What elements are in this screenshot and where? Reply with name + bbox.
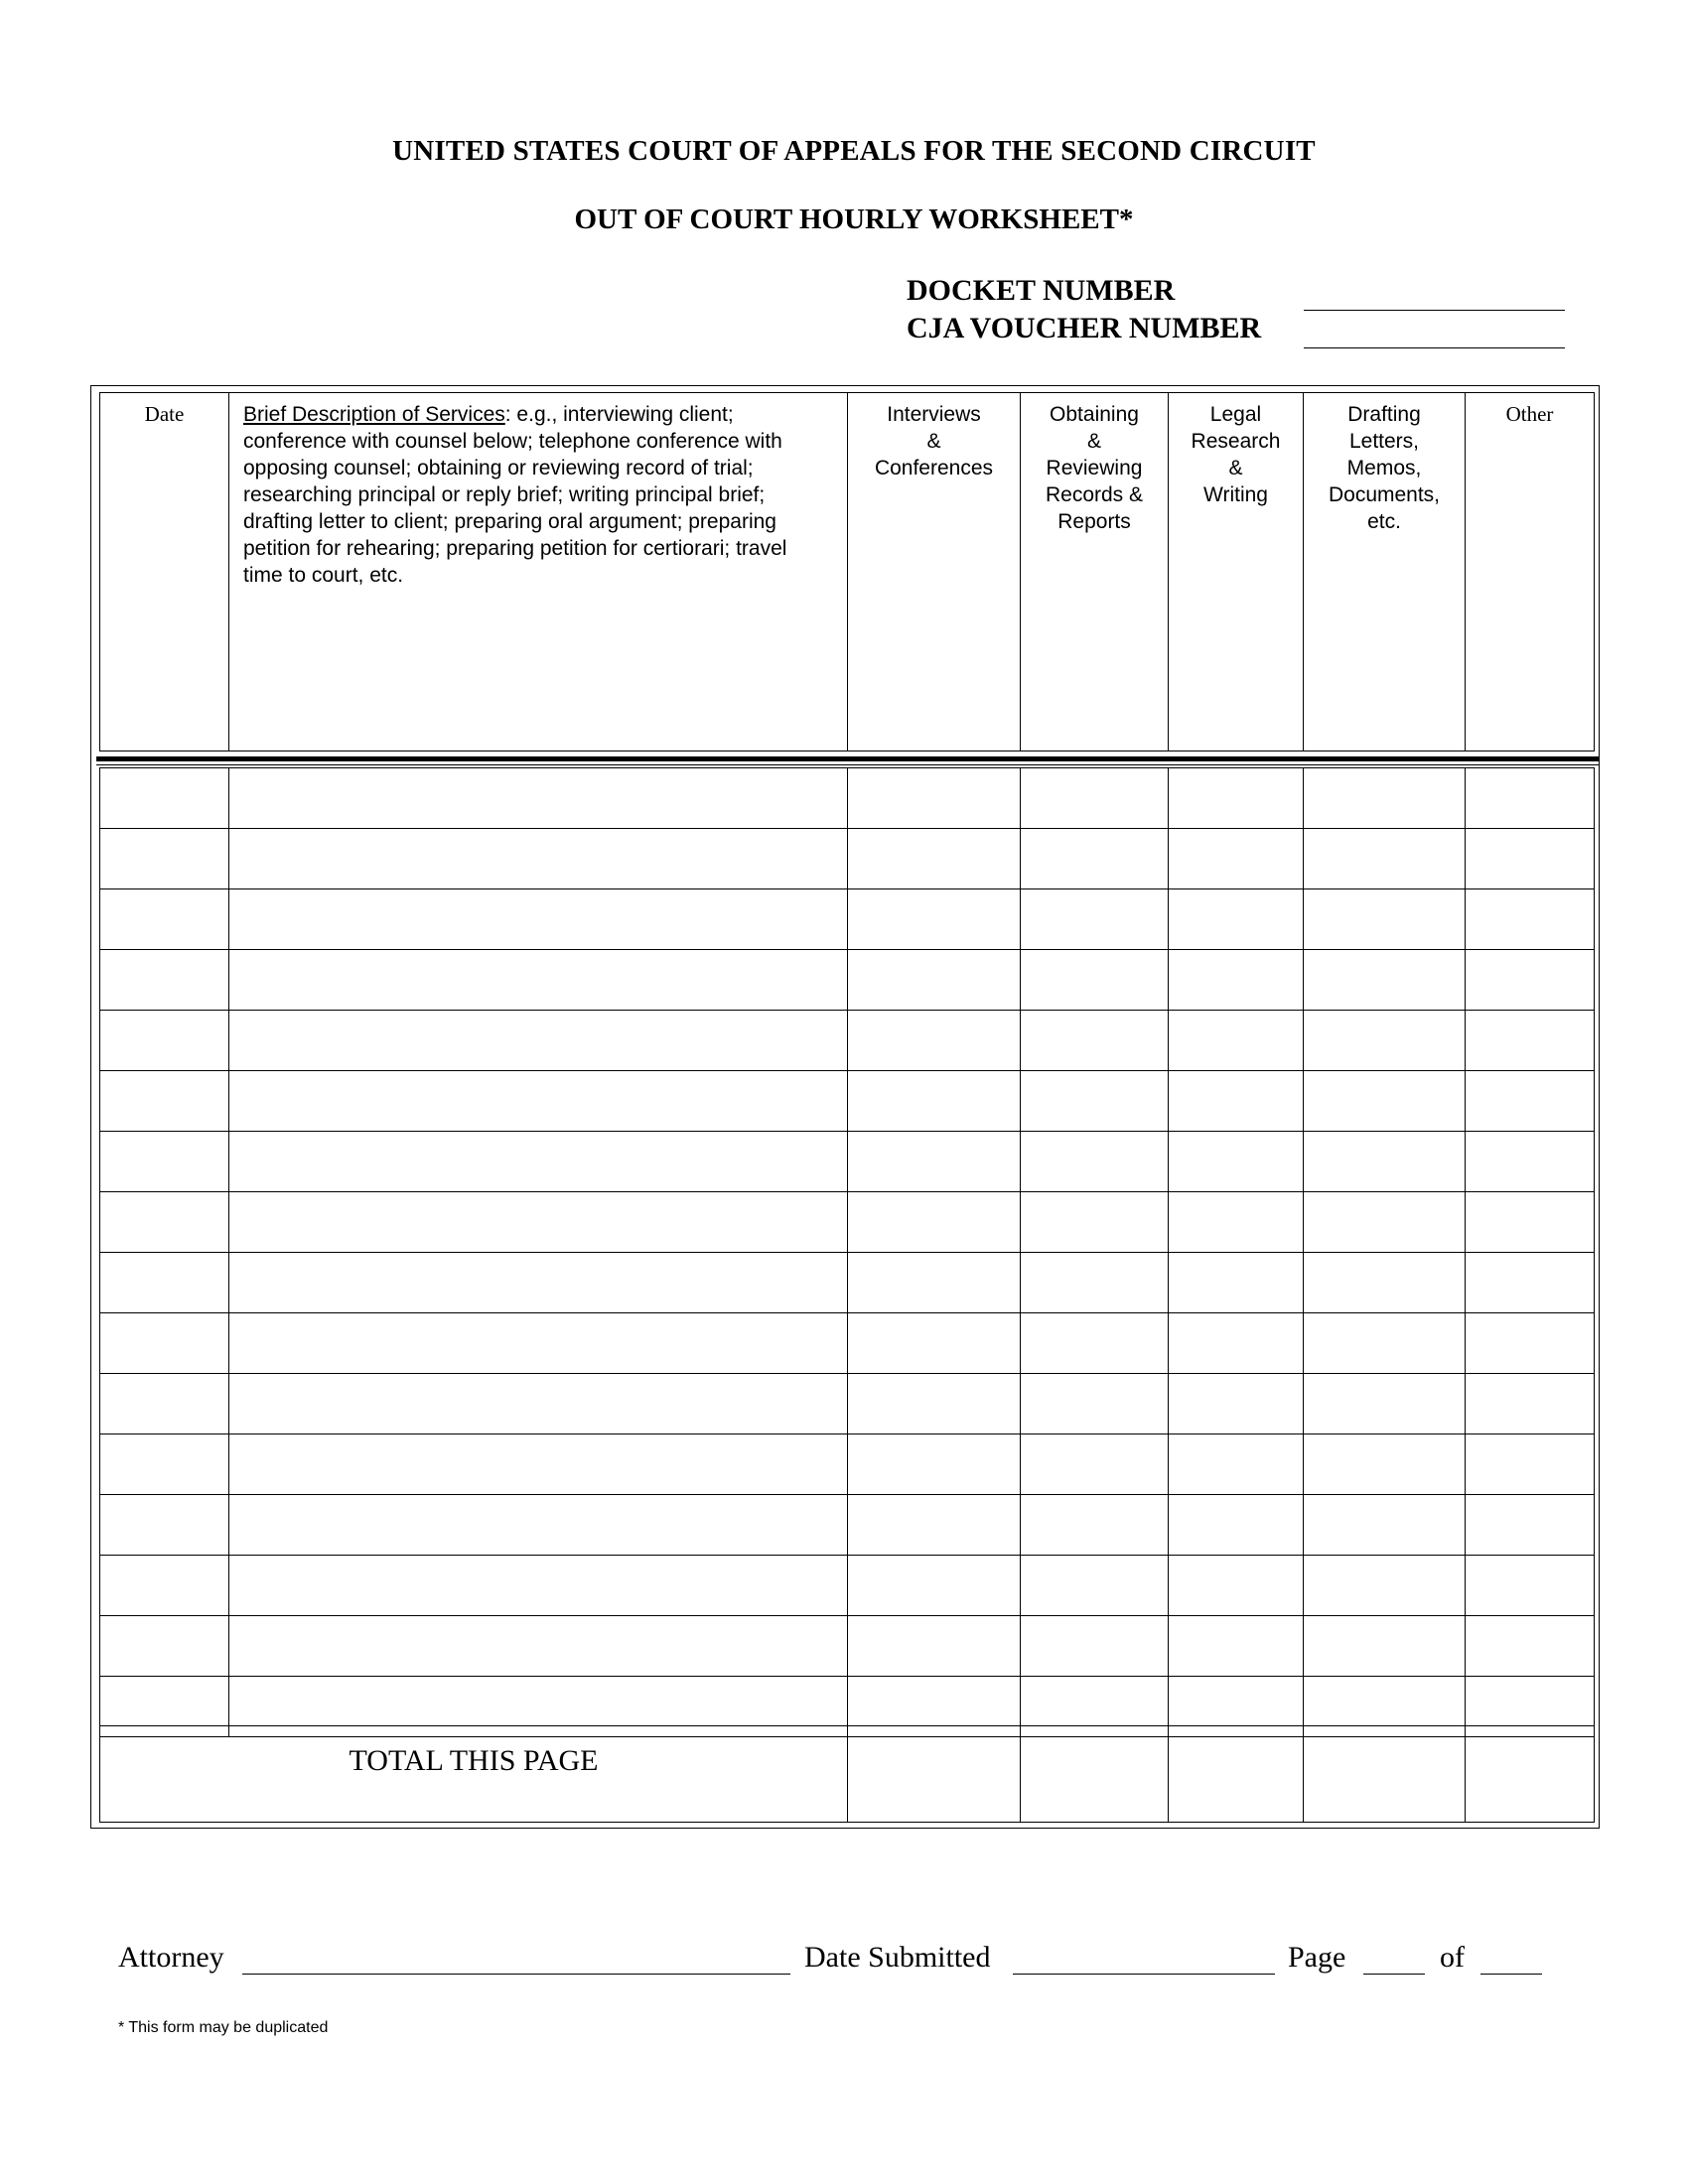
legal-cell[interactable] bbox=[1169, 1434, 1304, 1495]
other-cell[interactable] bbox=[1466, 889, 1595, 950]
column-header-description bbox=[229, 393, 848, 751]
legal-cell[interactable] bbox=[1169, 1313, 1304, 1374]
interviews-cell[interactable] bbox=[848, 1434, 1021, 1495]
legal-cell[interactable] bbox=[1169, 950, 1304, 1011]
description-cell[interactable] bbox=[229, 1313, 848, 1374]
table-row bbox=[100, 1495, 1595, 1556]
description-cell[interactable] bbox=[229, 889, 848, 950]
date-cell[interactable] bbox=[100, 1253, 229, 1313]
attorney-field[interactable] bbox=[242, 1974, 790, 1975]
table-row bbox=[100, 1132, 1595, 1192]
obtaining-cell[interactable] bbox=[1021, 950, 1169, 1011]
table-row bbox=[100, 1071, 1595, 1132]
header-line: Writing bbox=[1203, 483, 1268, 506]
date-submitted-field[interactable] bbox=[1013, 1974, 1275, 1975]
date-cell[interactable] bbox=[100, 1192, 229, 1253]
header-line: & bbox=[1228, 457, 1243, 479]
total-table bbox=[99, 1725, 1595, 1823]
date-cell[interactable] bbox=[100, 1616, 229, 1677]
interviews-cell[interactable] bbox=[848, 1253, 1021, 1313]
drafting-cell[interactable] bbox=[1304, 1313, 1466, 1374]
total-interviews-cell[interactable] bbox=[848, 1726, 1021, 1823]
interviews-cell[interactable] bbox=[848, 889, 1021, 950]
table-row bbox=[100, 1556, 1595, 1616]
page-label: Page bbox=[1288, 1941, 1346, 1974]
other-cell[interactable] bbox=[1466, 1132, 1595, 1192]
drafting-cell[interactable] bbox=[1304, 768, 1466, 829]
other-cell[interactable] bbox=[1466, 1253, 1595, 1313]
total-legal-cell[interactable] bbox=[1169, 1726, 1304, 1823]
obtaining-cell[interactable] bbox=[1021, 829, 1169, 889]
interviews-cell[interactable] bbox=[848, 1011, 1021, 1071]
description-cell[interactable] bbox=[229, 1071, 848, 1132]
interviews-cell[interactable] bbox=[848, 768, 1021, 829]
form-title: OUT OF COURT HOURLY WORKSHEET* bbox=[574, 204, 1134, 235]
date-cell[interactable] bbox=[100, 950, 229, 1011]
table-row bbox=[100, 1313, 1595, 1374]
description-cell[interactable] bbox=[229, 1011, 848, 1071]
date-cell[interactable] bbox=[100, 1071, 229, 1132]
drafting-cell[interactable] bbox=[1304, 950, 1466, 1011]
legal-cell[interactable] bbox=[1169, 1192, 1304, 1253]
obtaining-cell[interactable] bbox=[1021, 1374, 1169, 1434]
drafting-cell[interactable] bbox=[1304, 1434, 1466, 1495]
date-cell[interactable] bbox=[100, 829, 229, 889]
header-line: & bbox=[1086, 430, 1101, 453]
legal-cell[interactable] bbox=[1169, 1495, 1304, 1556]
legal-cell[interactable] bbox=[1169, 1071, 1304, 1132]
date-cell[interactable] bbox=[100, 1374, 229, 1434]
obtaining-cell[interactable] bbox=[1021, 1192, 1169, 1253]
description-text: : e.g., interviewing client; conference with counsel below; telephone conference with opposing counsel; obtaining or reviewing record of trial; researching principal or reply brief; writing principal brief; drafting letter to client; preparing oral argument; preparing petition for rehearing; preparing petition for certiorari; travel time to court, etc. bbox=[243, 403, 787, 587]
of-label: of bbox=[1440, 1941, 1465, 1974]
description-cell[interactable] bbox=[229, 1192, 848, 1253]
obtaining-cell[interactable] bbox=[1021, 1313, 1169, 1374]
legal-cell[interactable] bbox=[1169, 1616, 1304, 1677]
docket-number-label: DOCKET NUMBER bbox=[907, 274, 1176, 307]
table-row bbox=[100, 829, 1595, 889]
drafting-cell[interactable] bbox=[1304, 1495, 1466, 1556]
obtaining-cell[interactable] bbox=[1021, 1495, 1169, 1556]
voucher-number-label: CJA VOUCHER NUMBER bbox=[907, 312, 1262, 344]
obtaining-cell[interactable] bbox=[1021, 1434, 1169, 1495]
date-submitted-label: Date Submitted bbox=[804, 1941, 991, 1974]
total-other-cell[interactable] bbox=[1466, 1726, 1595, 1823]
header-line: Records & bbox=[1045, 483, 1144, 506]
description-cell[interactable] bbox=[229, 1132, 848, 1192]
legal-cell[interactable] bbox=[1169, 889, 1304, 950]
column-header-obtaining bbox=[1021, 393, 1169, 751]
legal-cell[interactable] bbox=[1169, 829, 1304, 889]
interviews-cell[interactable] bbox=[848, 1071, 1021, 1132]
other-cell[interactable] bbox=[1466, 1374, 1595, 1434]
obtaining-cell[interactable] bbox=[1021, 1132, 1169, 1192]
obtaining-cell[interactable] bbox=[1021, 1556, 1169, 1616]
interviews-cell[interactable] bbox=[848, 1556, 1021, 1616]
table-row bbox=[100, 1253, 1595, 1313]
date-cell[interactable] bbox=[100, 1011, 229, 1071]
header-line: Documents, bbox=[1328, 483, 1441, 506]
legal-cell[interactable] bbox=[1169, 1132, 1304, 1192]
legal-cell[interactable] bbox=[1169, 1556, 1304, 1616]
date-cell[interactable] bbox=[100, 1495, 229, 1556]
other-cell[interactable] bbox=[1466, 829, 1595, 889]
description-cell[interactable] bbox=[229, 1253, 848, 1313]
header-line: Interviews bbox=[887, 403, 981, 426]
obtaining-cell[interactable] bbox=[1021, 1071, 1169, 1132]
header-line: Memos, bbox=[1346, 457, 1422, 479]
date-cell[interactable] bbox=[100, 1434, 229, 1495]
column-header-table bbox=[99, 392, 1595, 751]
interviews-cell[interactable] bbox=[848, 1616, 1021, 1677]
date-cell[interactable] bbox=[100, 889, 229, 950]
header-line: Conferences bbox=[874, 457, 994, 479]
table-row bbox=[100, 768, 1595, 829]
obtaining-cell[interactable] bbox=[1021, 1616, 1169, 1677]
interviews-cell[interactable] bbox=[848, 1192, 1021, 1253]
header-line: Reports bbox=[1057, 510, 1131, 533]
other-cell[interactable] bbox=[1466, 1313, 1595, 1374]
description-title: Brief Description of Services bbox=[243, 403, 505, 426]
drafting-cell[interactable] bbox=[1304, 829, 1466, 889]
date-cell[interactable] bbox=[100, 1132, 229, 1192]
drafting-cell[interactable] bbox=[1304, 1192, 1466, 1253]
description-cell[interactable] bbox=[229, 768, 848, 829]
page-number-field[interactable] bbox=[1363, 1974, 1425, 1975]
legal-cell[interactable] bbox=[1169, 1374, 1304, 1434]
column-header-interviews bbox=[848, 393, 1021, 751]
drafting-cell[interactable] bbox=[1304, 1132, 1466, 1192]
column-header-other: Other bbox=[1466, 393, 1595, 751]
interviews-cell[interactable] bbox=[848, 1495, 1021, 1556]
total-drafting-cell[interactable] bbox=[1304, 1726, 1466, 1823]
interviews-cell[interactable] bbox=[848, 829, 1021, 889]
column-header-drafting bbox=[1304, 393, 1466, 751]
other-cell[interactable] bbox=[1466, 950, 1595, 1011]
header-line: Reviewing bbox=[1046, 457, 1143, 479]
header-separator-thin bbox=[96, 764, 1599, 765]
header-separator-thick bbox=[96, 756, 1599, 761]
page-total-field[interactable] bbox=[1480, 1974, 1542, 1975]
other-cell[interactable] bbox=[1466, 768, 1595, 829]
other-cell[interactable] bbox=[1466, 1071, 1595, 1132]
other-cell[interactable] bbox=[1466, 1556, 1595, 1616]
description-cell[interactable] bbox=[229, 1495, 848, 1556]
footnote: * This form may be duplicated bbox=[118, 2019, 329, 2036]
date-cell[interactable] bbox=[100, 768, 229, 829]
other-cell[interactable] bbox=[1466, 1434, 1595, 1495]
table-row bbox=[100, 1374, 1595, 1434]
other-cell[interactable] bbox=[1466, 1616, 1595, 1677]
description-cell[interactable] bbox=[229, 829, 848, 889]
interviews-cell[interactable] bbox=[848, 950, 1021, 1011]
description-cell[interactable] bbox=[229, 1374, 848, 1434]
drafting-cell[interactable] bbox=[1304, 1071, 1466, 1132]
table-row bbox=[100, 950, 1595, 1011]
date-cell[interactable] bbox=[100, 1556, 229, 1616]
obtaining-cell[interactable] bbox=[1021, 1253, 1169, 1313]
docket-number-field[interactable] bbox=[1304, 310, 1565, 311]
drafting-cell[interactable] bbox=[1304, 1253, 1466, 1313]
header-line: Obtaining bbox=[1050, 403, 1139, 426]
drafting-cell[interactable] bbox=[1304, 1556, 1466, 1616]
attorney-label: Attorney bbox=[118, 1941, 224, 1974]
column-header-date: Date bbox=[100, 393, 229, 751]
legal-cell[interactable] bbox=[1169, 1011, 1304, 1071]
description-cell[interactable] bbox=[229, 950, 848, 1011]
legal-cell[interactable] bbox=[1169, 768, 1304, 829]
voucher-number-field[interactable] bbox=[1304, 347, 1565, 348]
table-row bbox=[100, 1616, 1595, 1677]
drafting-cell[interactable] bbox=[1304, 889, 1466, 950]
header-line: Letters, bbox=[1348, 430, 1420, 453]
header-line: Research bbox=[1191, 430, 1281, 453]
table-row bbox=[100, 1011, 1595, 1071]
obtaining-cell[interactable] bbox=[1021, 768, 1169, 829]
other-cell[interactable] bbox=[1466, 1495, 1595, 1556]
table-row bbox=[100, 889, 1595, 950]
description-cell[interactable] bbox=[229, 1616, 848, 1677]
table-row bbox=[100, 1192, 1595, 1253]
total-this-page-label: TOTAL THIS PAGE bbox=[100, 1726, 848, 1823]
legal-cell[interactable] bbox=[1169, 1253, 1304, 1313]
description-cell[interactable] bbox=[229, 1556, 848, 1616]
interviews-cell[interactable] bbox=[848, 1313, 1021, 1374]
obtaining-cell[interactable] bbox=[1021, 889, 1169, 950]
entry-table bbox=[99, 767, 1595, 1737]
interviews-cell[interactable] bbox=[848, 1374, 1021, 1434]
drafting-cell[interactable] bbox=[1304, 1616, 1466, 1677]
drafting-cell[interactable] bbox=[1304, 1374, 1466, 1434]
header-line: Drafting bbox=[1347, 403, 1421, 426]
header-line: & bbox=[926, 430, 941, 453]
other-cell[interactable] bbox=[1466, 1011, 1595, 1071]
column-header-legal bbox=[1169, 393, 1304, 751]
description-cell[interactable] bbox=[229, 1434, 848, 1495]
header-line: etc. bbox=[1367, 510, 1401, 533]
date-cell[interactable] bbox=[100, 1313, 229, 1374]
total-obtaining-cell[interactable] bbox=[1021, 1726, 1169, 1823]
other-cell[interactable] bbox=[1466, 1192, 1595, 1253]
table-row bbox=[100, 1434, 1595, 1495]
drafting-cell[interactable] bbox=[1304, 1011, 1466, 1071]
court-title: UNITED STATES COURT OF APPEALS FOR THE SECOND CIRCUIT bbox=[392, 135, 1316, 167]
obtaining-cell[interactable] bbox=[1021, 1011, 1169, 1071]
header-line: Legal bbox=[1209, 403, 1262, 426]
interviews-cell[interactable] bbox=[848, 1132, 1021, 1192]
